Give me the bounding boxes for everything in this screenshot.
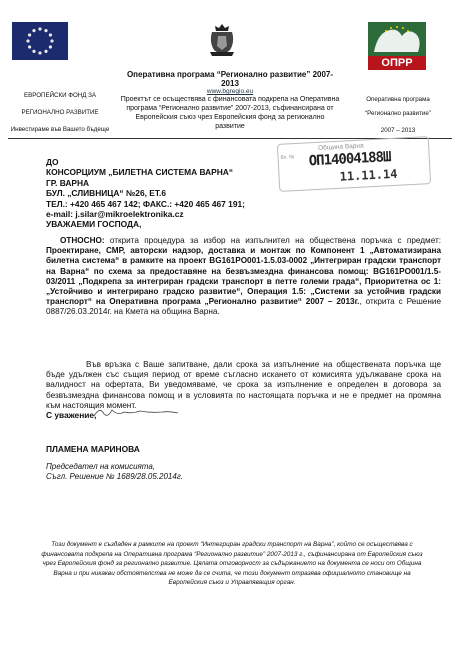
header-center-block — [120, 70, 340, 131]
handwritten-signature — [92, 404, 182, 420]
recipient-phone: ТЕЛ.: +420 465 467 142; ФАКС.: +420 465 467 191; — [46, 198, 245, 209]
oprr-logo-label: ОПРР — [368, 56, 426, 70]
oprr-line2: “Регионално развитие” — [365, 110, 431, 117]
addressee-block — [46, 157, 441, 230]
oprr-logo — [368, 22, 426, 70]
stamp-number: ОП14004188Ш — [308, 149, 391, 170]
subject-tail: , открита с Решение 0887/26.03.2014г. на Кмета на община Варна. — [46, 297, 441, 317]
stamp-title: Община Варна — [317, 142, 364, 152]
erdf-line1: ЕВРОПЕЙСКИ ФОНД ЗА — [23, 92, 97, 99]
recipient-city: ГР. ВАРНА — [46, 177, 90, 188]
recipient-name: КОНСОРЦИУМ „БИЛЕТНА СИСТЕМА ВАРНА“ — [46, 167, 234, 178]
erdf-line2: РЕГИОНАЛНО РАЗВИТИЕ — [21, 109, 99, 116]
footer-disclaimer: Този документ е създаден в рамките на проект “Интегриран градски транспорт на Варна”, който се осъществява с финансовата подкрепа на Оперативна програма “Регионално развитие” 2007-2013 г., съфинансирана от Европейския съюз чрез Европейския фонд за регионално развитие. Цялата отговорност за съдържанието на документа се носи от Община Варна и при никакви обстоятелства не може да се счита, че този документ отразява официалното становище на Европейския съюз и Управляващия орган. — [41, 541, 423, 587]
stamp-date: 11.11.14 — [339, 166, 398, 184]
erdf-slogan: Инвестираме във Вашето бъдеще — [10, 126, 110, 133]
regards: С уважение, — [46, 410, 97, 420]
to-label: ДО — [46, 157, 59, 167]
oprr-line1: Оперативна програма — [366, 96, 430, 103]
signer-role — [46, 462, 183, 482]
greeting: УВАЖАЕМИ ГОСПОДА, — [46, 219, 142, 230]
recipient-email: e-mail: j.silar@mikroelektronika.cz — [46, 209, 184, 220]
subject-paragraph — [46, 236, 441, 318]
role-line2: Съгл. Решение № 1689/28.05.2014г. — [46, 472, 183, 481]
role-line1: Председател на комисията, — [46, 462, 156, 471]
bulgarian-coat-of-arms-icon — [205, 22, 239, 60]
recipient-address: БУЛ. „СЛИВНИЦА“ №26, ЕТ.6 — [46, 188, 166, 199]
eu-flag-logo — [12, 22, 68, 60]
stamp-side-label: Вх. № — [280, 154, 295, 161]
program-description: Проектът се осъществява с финансовата подкрепа на Оперативна програма “Регионално развитие” 2007-2013, съфинансирана от Европейския съюз чрез Европейския фонд за регионално развитие — [120, 96, 340, 130]
signer-name: ПЛАМЕНА МАРИНОВА — [46, 444, 140, 454]
response-text: Във връзка с Ваше запитване, дали срока за изпълнение на обществената поръчка ще бъде удължен със същия период от време съгласно искането от комисията удължаване срока на валидност на офертата, Ви уведомяваме, че срока за изпълнение е определен в договора за безвъзмездна финансова помощ и в условията по настоящата поръчка и не е предмет на промяна към настоящия момент. — [46, 360, 441, 410]
program-title: Оперативна програма “Регионално развитие” 2007-2013 — [126, 70, 334, 88]
subject-label: ОТНОСНО: — [60, 236, 105, 245]
oprr-line3: 2007 – 2013 — [380, 127, 416, 134]
subject-intro: открита процедура за избор на изпълнител на обществена поръчка с предмет: — [104, 236, 441, 245]
program-link[interactable]: www.bgregio.eu — [206, 88, 254, 95]
subject-title: Проектиране, СМР, авторски надзор, доставка и монтаж по Компонент 1 „Автоматизирана билетна система“ в рамките на проект BG161PO001-1.5.03-0002 „Интегриран градски транспорт на Варна“ по схема за предоставяне на безвъзмездна финансова помощ: BG161PO001/1.5-03/2011 „Подкрепа за интегриран градски транспорт в петте големи града“, Приоритетна ос 1: „Устойчиво и интегрирано градско развитие“, Операция 1.5: „Системи за устойчив градски транспорт“ на Оперативна програма „Регионално развитие“ 2007 – 2013г. — [46, 246, 441, 307]
